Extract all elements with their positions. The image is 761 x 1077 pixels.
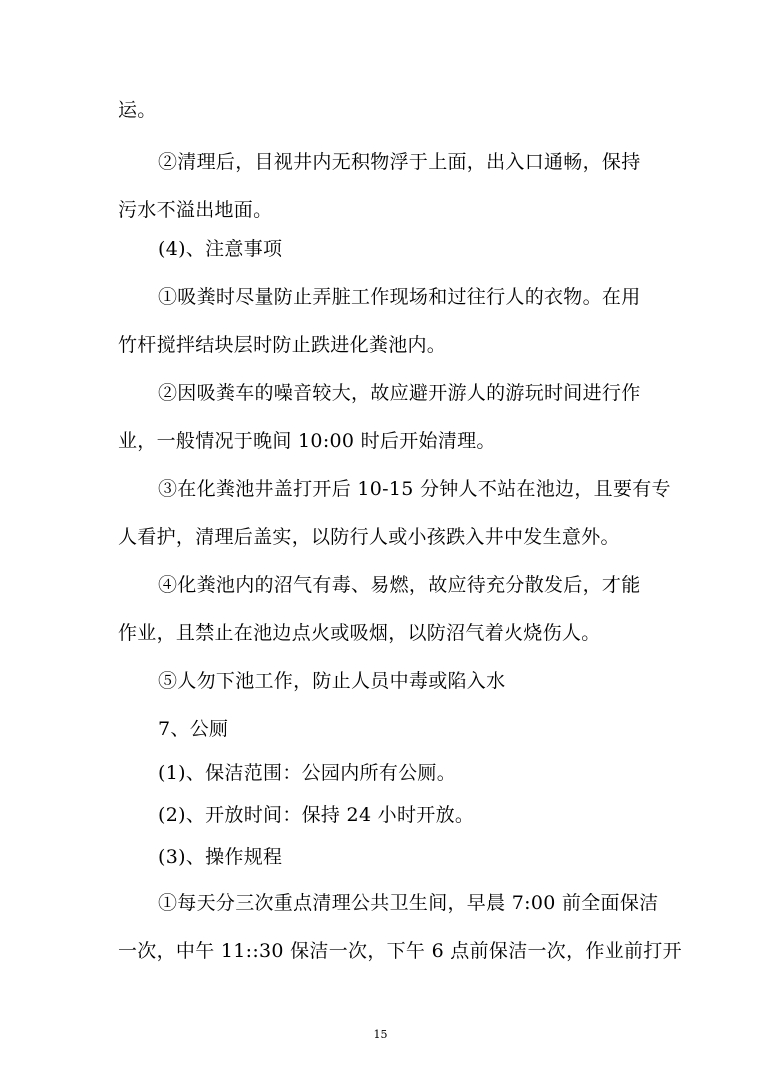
text-line: ①每天分三次重点清理公共卫生间，早晨 7:00 前全面保洁 bbox=[158, 892, 659, 914]
text-line: 业，一般情况于晚间 10:00 时后开始清理。 bbox=[118, 430, 496, 452]
text-line: 作业，且禁止在池边点火或吸烟，以防沼气着火烧伤人。 bbox=[118, 622, 601, 644]
section-heading: (3)、操作规程 bbox=[158, 846, 283, 868]
text-line: 污水不溢出地面。 bbox=[118, 199, 273, 221]
text-line: (2)、开放时间：保持 24 小时开放。 bbox=[158, 804, 475, 826]
text-line: 运。 bbox=[118, 99, 157, 121]
text-line: ③在化粪池井盖打开后 10-15 分钟人不站在池边，且要有专 bbox=[158, 478, 671, 500]
text-line: 人看护，清理后盖实，以防行人或小孩跌入井中发生意外。 bbox=[118, 526, 620, 548]
text-line: 竹杆搅拌结块层时防止跌进化粪池内。 bbox=[118, 334, 447, 356]
text-line: ②因吸粪车的噪音较大，故应避开游人的游玩时间进行作 bbox=[158, 382, 641, 404]
text-line: ④化粪池内的沼气有毒、易燃，故应待充分散发后，才能 bbox=[158, 574, 641, 596]
text-line: ⑤人勿下池工作，防止人员中毒或陷入水 bbox=[158, 670, 506, 692]
text-line: 一次，中午 11::30 保洁一次，下午 6 点前保洁一次，作业前打开 bbox=[118, 940, 682, 962]
page-number: 15 bbox=[373, 1028, 388, 1041]
section-heading: (4)、注意事项 bbox=[158, 238, 283, 260]
text-line: (1)、保洁范围：公园内所有公厕。 bbox=[158, 762, 457, 784]
section-heading: 7、公厕 bbox=[158, 718, 229, 740]
text-line: ①吸粪时尽量防止弄脏工作现场和过往行人的衣物。在用 bbox=[158, 286, 641, 308]
text-line: ②清理后，目视井内无积物浮于上面，出入口通畅，保持 bbox=[158, 151, 641, 173]
